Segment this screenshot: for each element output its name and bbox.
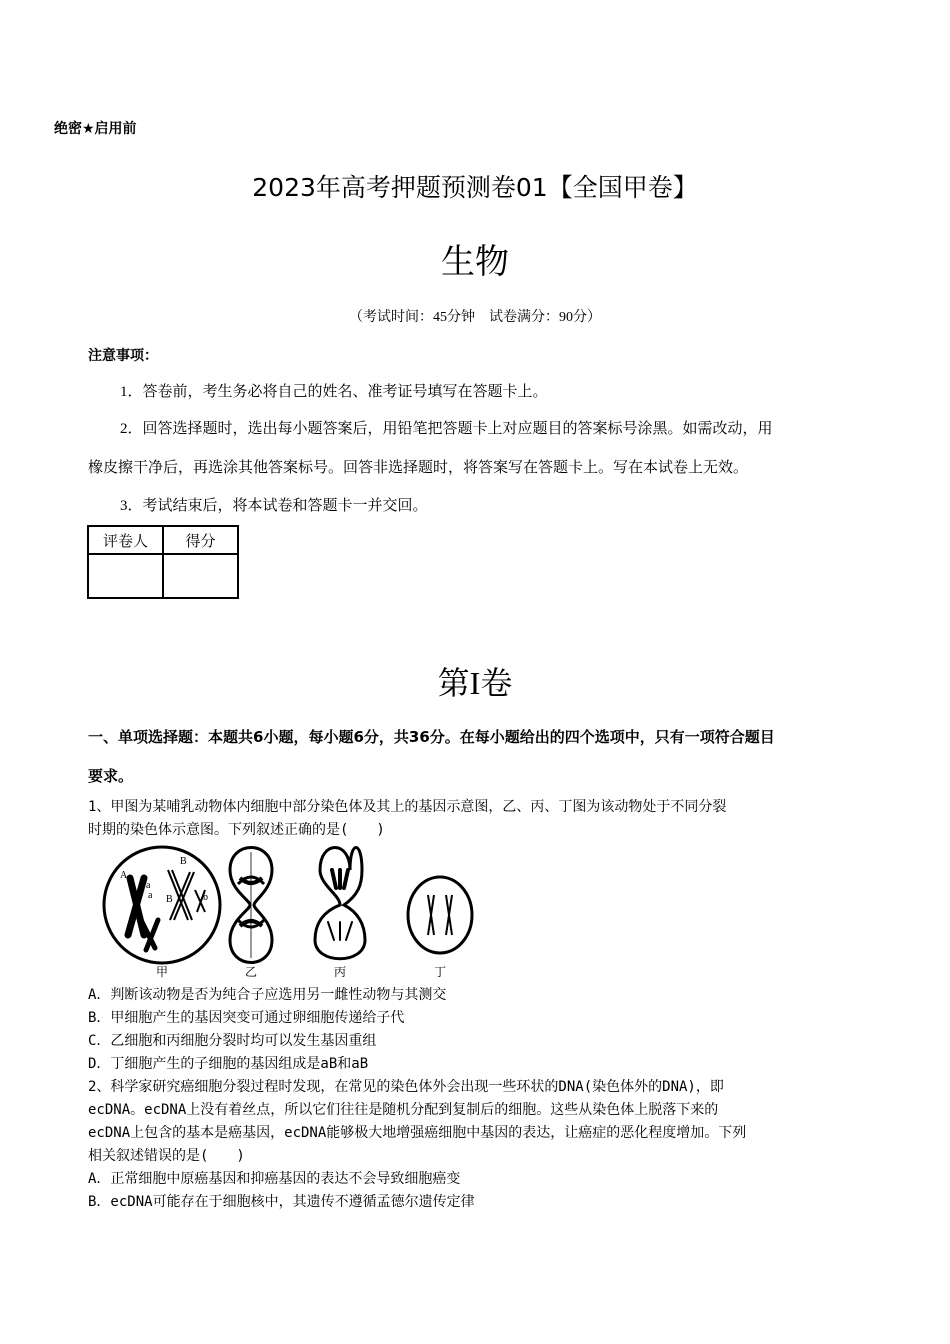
notice-item-2: 2．回答选择题时，选出每小题答案后，用铅笔把答题卡上对应题目的答案标号涂黑。如需改动，用 — [120, 421, 773, 437]
notice-title: 注意事项： — [88, 348, 158, 364]
cell-ding — [408, 877, 472, 953]
notice-item-3: 3．考试结束后，将本试卷和答题卡一并交回。 — [120, 498, 428, 514]
q1-option-a: A．判断该动物是否为纯合子应选用另一雌性动物与其测交 — [88, 987, 447, 1003]
exam-info: （考试时间：45分钟 试卷满分：90分） — [349, 310, 601, 325]
notice-item-2-continued: 橡皮擦干净后，再选涂其他答案标号。回答非选择题时，将答案写在答题卡上。写在本试卷上无效。 — [88, 460, 749, 476]
secret-mark: 绝密★启用前 — [54, 121, 137, 137]
q2-stem: 2、科学家研究癌细胞分裂过程时发现，在常见的染色体外会出现一些环状的DNA(染色体外的DNA)，即 — [88, 1079, 724, 1095]
gene-label-4: B — [180, 856, 187, 867]
q2-stem-line-4: 相关叙述错误的是( ) — [88, 1148, 245, 1164]
exam-title: 2023年高考押题预测卷01【全国甲卷】 — [252, 173, 698, 202]
figure-label-4: 丁 — [433, 965, 447, 979]
cell-division-figure — [100, 840, 484, 980]
subject-title: 生物 — [441, 242, 509, 282]
q1-option-d: D．丁细胞产生的子细胞的基因组成是aB和aB — [88, 1056, 369, 1072]
figure-label-3: 丙 — [333, 965, 347, 979]
gene-label-2: a — [146, 880, 151, 891]
grade-table-header-grader: 评卷人 — [88, 526, 163, 554]
part-title: 第I卷 — [437, 665, 513, 701]
gene-label-3: a — [148, 890, 153, 901]
gene-label-1: A — [120, 870, 128, 881]
q2-stem-line-3: ecDNA上包含的基本是癌基因，ecDNA能够极大地增强癌细胞中基因的表达，让癌症的恶化程度增加。下列 — [88, 1125, 747, 1141]
gene-label-7: b — [140, 918, 145, 929]
grade-table-header-score: 得分 — [163, 526, 238, 554]
cell-jia — [104, 847, 220, 963]
q1-stem-continued: 时期的染色体示意图。下列叙述正确的是( ) — [88, 822, 385, 838]
figure-label-2: 乙 — [244, 965, 258, 979]
q1-stem: 1、甲图为某哺乳动物体内细胞中部分染色体及其上的基因示意图，乙、丙、丁图为该动物处于不同分裂 — [88, 799, 727, 815]
figure-label-1: 甲 — [155, 965, 169, 979]
q1-option-b: B．甲细胞产生的基因突变可通过卵细胞传递给子代 — [88, 1010, 405, 1026]
gene-label-5: B — [166, 894, 173, 905]
section-header: 一、单项选择题：本题共6小题，每小题6分，共36分。在每小题给出的四个选项中，只有一项符合题目 — [88, 728, 775, 746]
score-cell[interactable] — [163, 554, 238, 598]
grade-table — [87, 525, 239, 599]
q2-stem-line-2: ecDNA。ecDNA上没有着丝点，所以它们往往是随机分配到复制后的细胞。这些从染色体上脱落下来的 — [88, 1102, 719, 1118]
grader-cell[interactable] — [88, 554, 163, 598]
gene-label-6: b — [203, 892, 208, 903]
q2-option-a: A．正常细胞中原癌基因和抑癌基因的表达不会导致细胞癌变 — [88, 1171, 461, 1187]
notice-item-1: 1．答卷前，考生务必将自己的姓名、准考证号填写在答题卡上。 — [120, 384, 548, 400]
q2-option-b: B．ecDNA可能存在于细胞核中，其遗传不遵循孟德尔遗传定律 — [88, 1194, 475, 1210]
cell-yi — [230, 848, 272, 963]
cell-bing — [315, 848, 365, 959]
section-header-continued: 要求。 — [88, 767, 134, 785]
q1-option-c: C．乙细胞和丙细胞分裂时均可以发生基因重组 — [88, 1033, 377, 1049]
